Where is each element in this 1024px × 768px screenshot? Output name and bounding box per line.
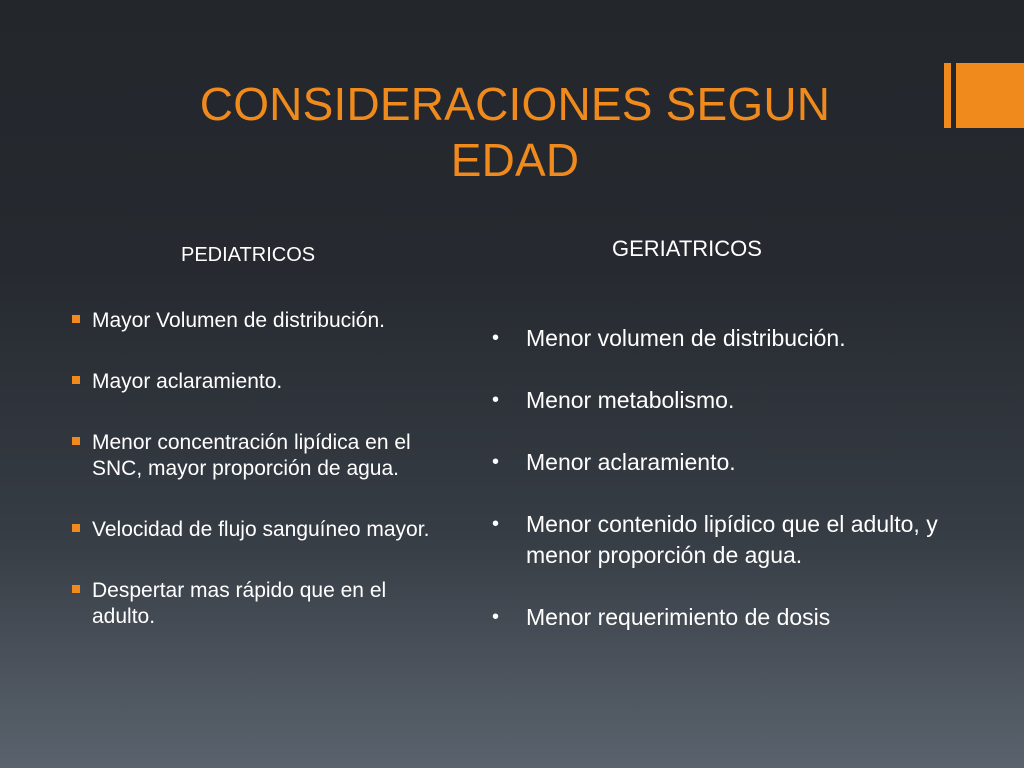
list-item-text: Menor aclaramiento. [526, 449, 736, 475]
square-bullet-icon [72, 437, 80, 445]
list-item-text: Mayor aclaramiento. [92, 370, 283, 393]
round-bullet-icon: • [492, 606, 500, 628]
list-item-text: Despertar mas rápido que en el adulto. [92, 579, 387, 628]
list-item [492, 385, 1002, 416]
square-bullet-icon [72, 315, 80, 323]
geriatricos-heading: GERIATRICOS [612, 236, 762, 261]
decorative-accent-block [956, 63, 1024, 128]
list-item [492, 602, 1002, 633]
list-item-text: Menor metabolismo. [526, 387, 735, 413]
list-item-text: Mayor Volumen de distribución. [92, 309, 385, 332]
list-item [72, 430, 452, 482]
list-item-text: Menor volumen de distribución. [526, 325, 846, 351]
round-bullet-icon: • [492, 389, 500, 411]
square-bullet-icon [72, 376, 80, 384]
list-item [492, 323, 1002, 354]
slide-title-line-2: EDAD [450, 134, 580, 186]
geriatricos-list [492, 323, 1002, 664]
list-item [72, 308, 452, 334]
list-item [492, 509, 1002, 571]
list-item [72, 369, 452, 395]
list-item [72, 578, 452, 630]
list-item [492, 447, 1002, 478]
round-bullet-icon: • [492, 451, 500, 473]
pediatricos-list [72, 308, 452, 665]
decorative-accent-bar [944, 63, 951, 128]
square-bullet-icon [72, 524, 80, 532]
list-item-text: Menor concentración lipídica en el SNC, mayor proporción de agua. [92, 431, 411, 480]
round-bullet-icon: • [492, 513, 500, 535]
list-item-text: Menor contenido lipídico que el adulto, y menor proporción de agua. [526, 511, 938, 568]
slide-title [120, 76, 910, 188]
list-item-text: Velocidad de flujo sanguíneo mayor. [92, 518, 430, 541]
slide-title-line-1: CONSIDERACIONES SEGUN [199, 78, 831, 130]
list-item-text: Menor requerimiento de dosis [526, 604, 831, 630]
square-bullet-icon [72, 585, 80, 593]
round-bullet-icon: • [492, 327, 500, 349]
pediatricos-heading: PEDIATRICOS [181, 244, 316, 266]
list-item [72, 517, 452, 543]
